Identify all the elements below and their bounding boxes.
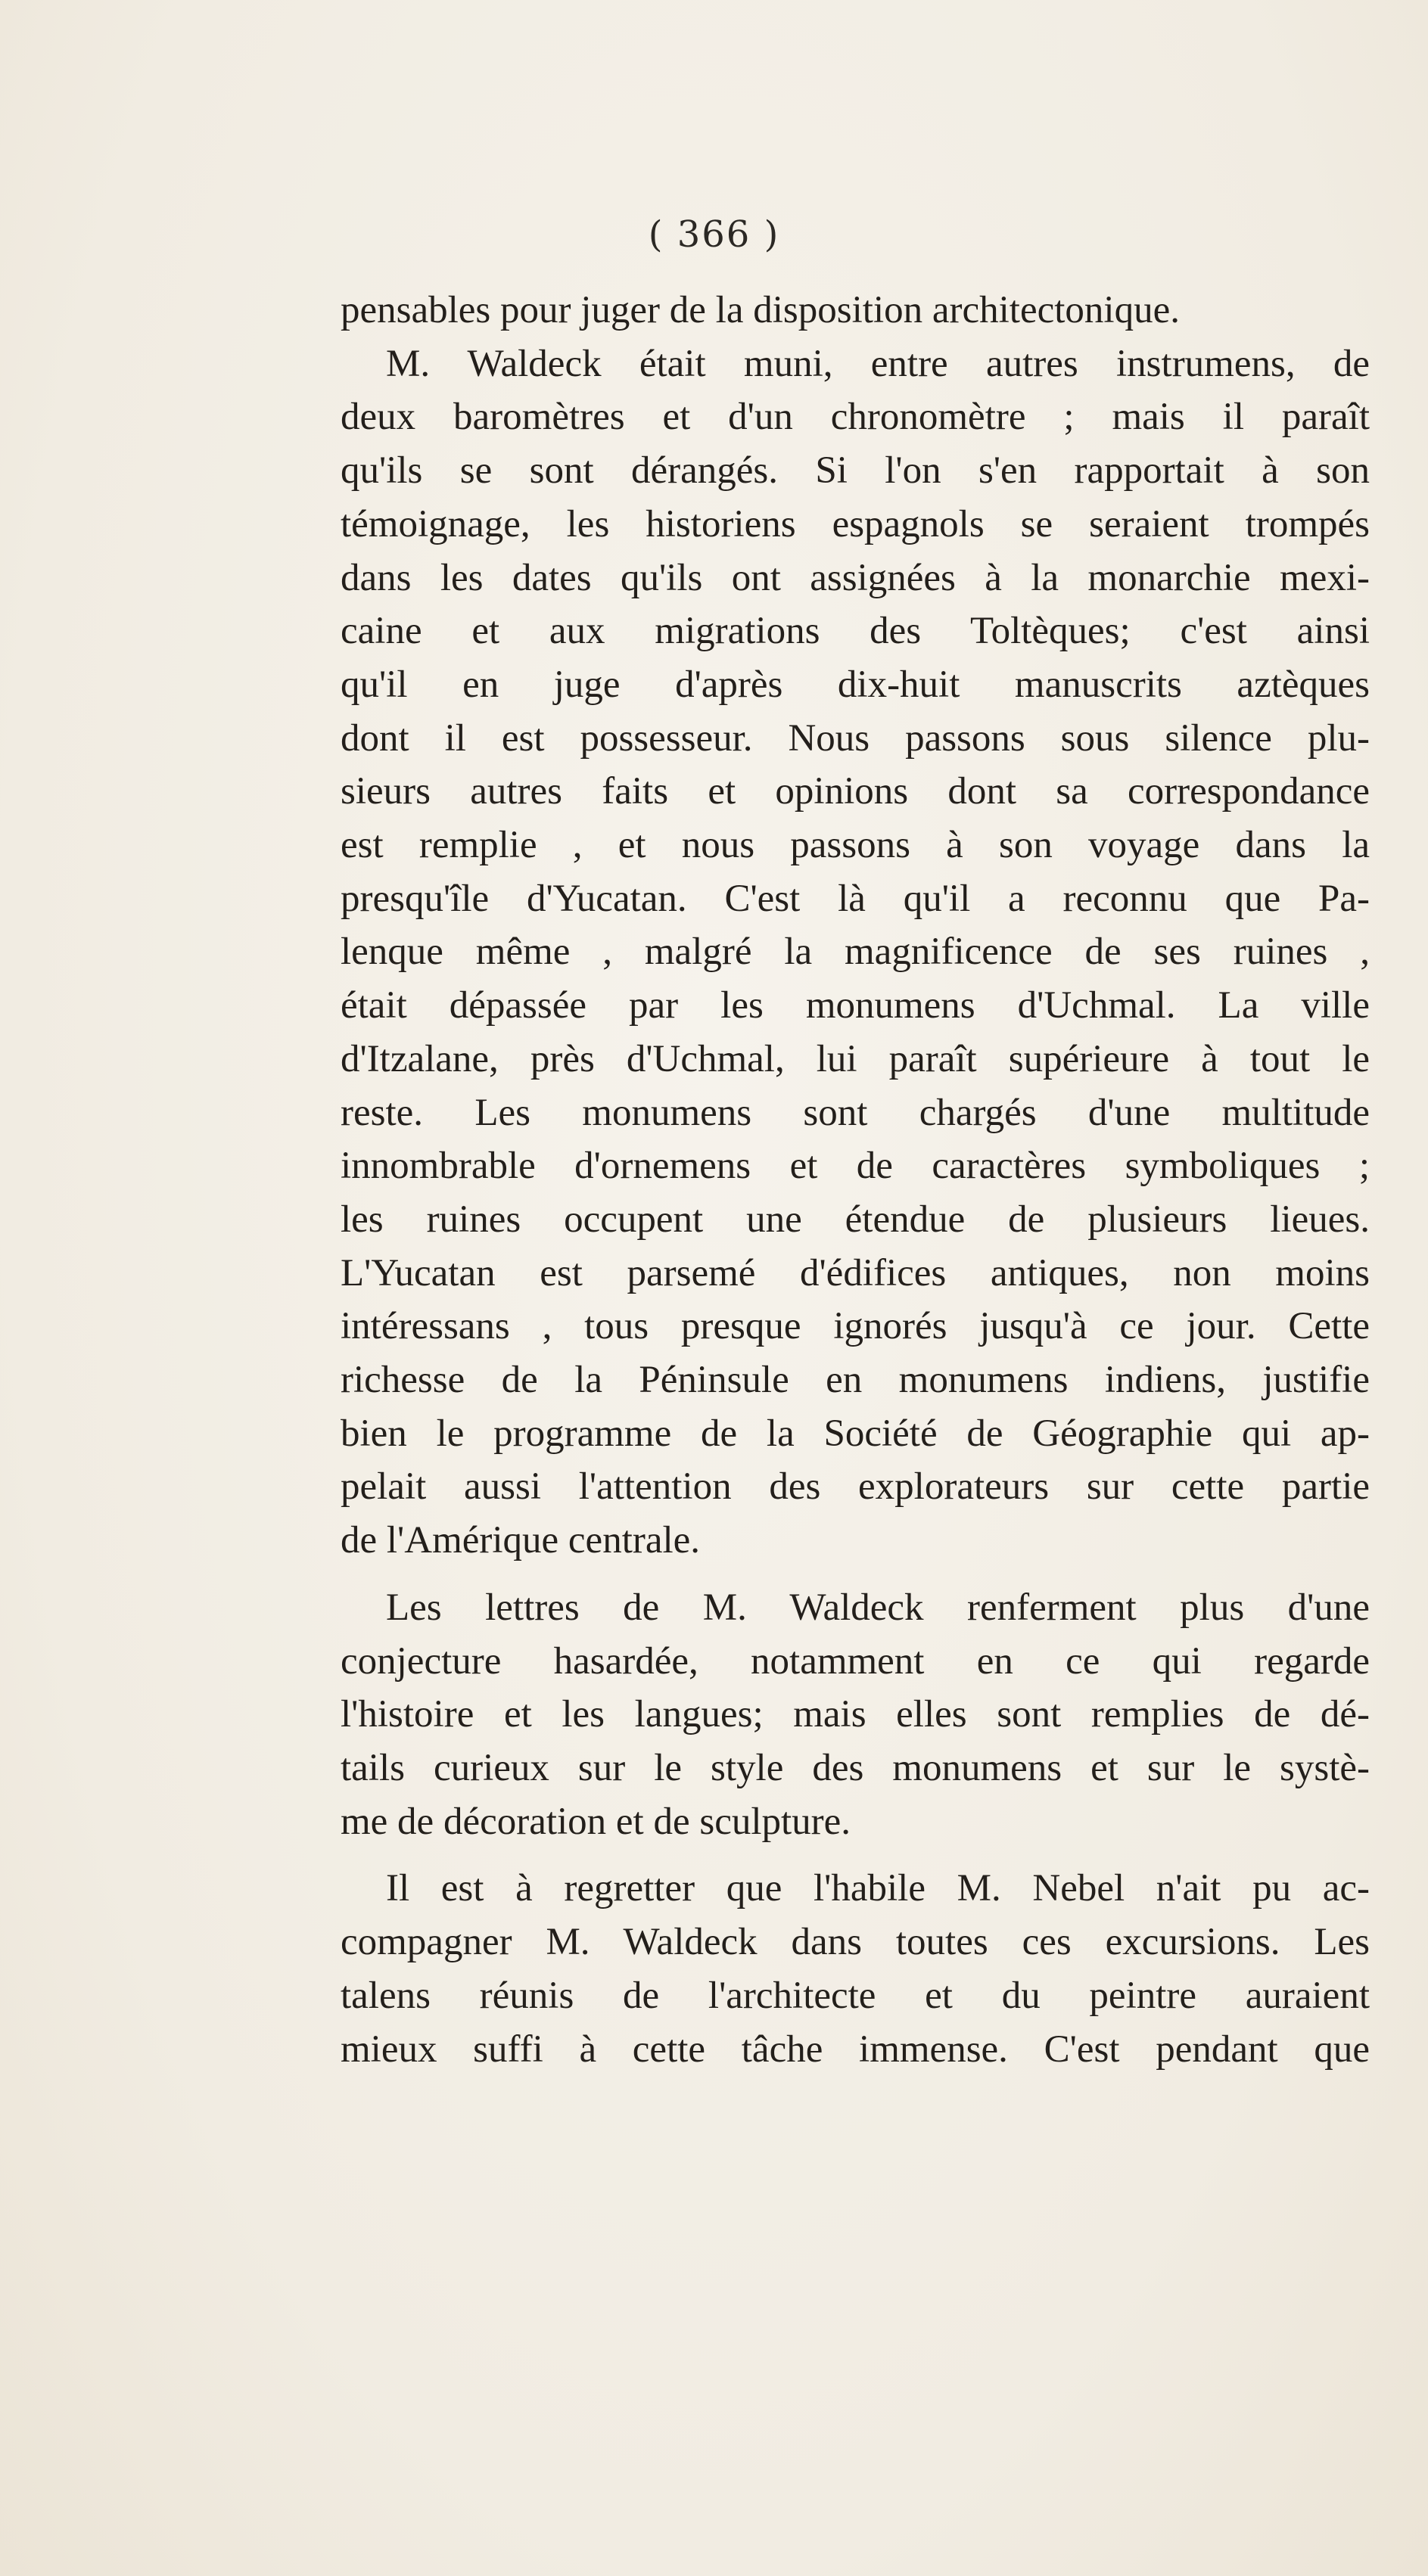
text-line: est remplie , et nous passons à son voyage dans la [341,824,1370,867]
text-line: reste. Les monumens sont chargés d'une multitude [341,1091,1370,1134]
text-line: caine et aux migrations des Toltèques; c'est ainsi [341,610,1370,653]
text-line: M. Waldeck était muni, entre autres instrumens, de [386,342,1370,385]
text-line: Les lettres de M. Waldeck renferment plus d'une [386,1586,1370,1629]
text-line: mieux suffi à cette tâche immense. C'est pendant que [341,2028,1370,2071]
text-line: L'Yucatan est parsemé d'édifices antiques, non moins [341,1251,1370,1294]
text-line: était dépassée par les monumens d'Uchmal. La ville [341,984,1370,1027]
paragraph-continuation [341,284,1370,337]
body-text [341,284,1370,2076]
text-line: innombrable d'ornemens et de caractères symboliques ; [341,1145,1370,1188]
text-line: témoignage, les historiens espagnols se seraient trompés [341,502,1370,545]
text-line: d'Itzalane, près d'Uchmal, lui paraît supérieure à tout le [341,1037,1370,1080]
text-line: intéressans , tous presque ignorés jusqu'à ce jour. Cette [341,1305,1370,1348]
paragraph-waldeck-instruments [341,337,1370,1568]
text-line: dont il est possesseur. Nous passons sous silence plu- [341,716,1370,760]
text-line: sieurs autres faits et opinions dont sa correspondance [341,770,1370,813]
text-line: les ruines occupent une étendue de plusieurs lieues. [341,1198,1370,1241]
text-line: talens réunis de l'architecte et du peintre auraient [341,1974,1370,2017]
paragraph-nebel [341,1862,1370,2076]
text-line: compagner M. Waldeck dans toutes ces excursions. Les [341,1921,1370,1964]
page-number: ( 366 ) [648,213,780,256]
text-line: de l'Amérique centrale. [341,1519,701,1562]
text-line: me de décoration et de sculpture. [341,1800,851,1843]
text-line: richesse de la Péninsule en monumens indiens, justifie [341,1359,1370,1402]
text-line: deux baromètres et d'un chronomètre ; mais il paraît [341,396,1370,439]
text-line: l'histoire et les langues; mais elles sont remplies de dé- [341,1693,1370,1736]
text-line: Il est à regretter que l'habile M. Nebel n'ait pu ac- [386,1867,1370,1910]
text-line: presqu'île d'Yucatan. C'est là qu'il a reconnu que Pa- [341,877,1370,920]
text-line: dans les dates qu'ils ont assignées à la monarchie mexi- [341,556,1370,599]
text-line: conjecture hasardée, notamment en ce qui regarde [341,1639,1370,1683]
text-line: bien le programme de la Société de Géographie qui ap- [341,1412,1370,1455]
text-line: qu'ils se sont dérangés. Si l'on s'en rapportait à son [341,449,1370,493]
text-line: lenque même , malgré la magnificence de ses ruines , [341,931,1370,974]
paragraph-waldeck-letters [341,1581,1370,1849]
text-line: pensables pour juger de la disposition architectonique. [341,289,1180,331]
text-line: pelait aussi l'attention des explorateurs sur cette partie [341,1465,1370,1509]
text-line: qu'il en juge d'après dix-huit manuscrits aztèques [341,663,1370,706]
text-line: tails curieux sur le style des monumens et sur le systè- [341,1746,1370,1789]
